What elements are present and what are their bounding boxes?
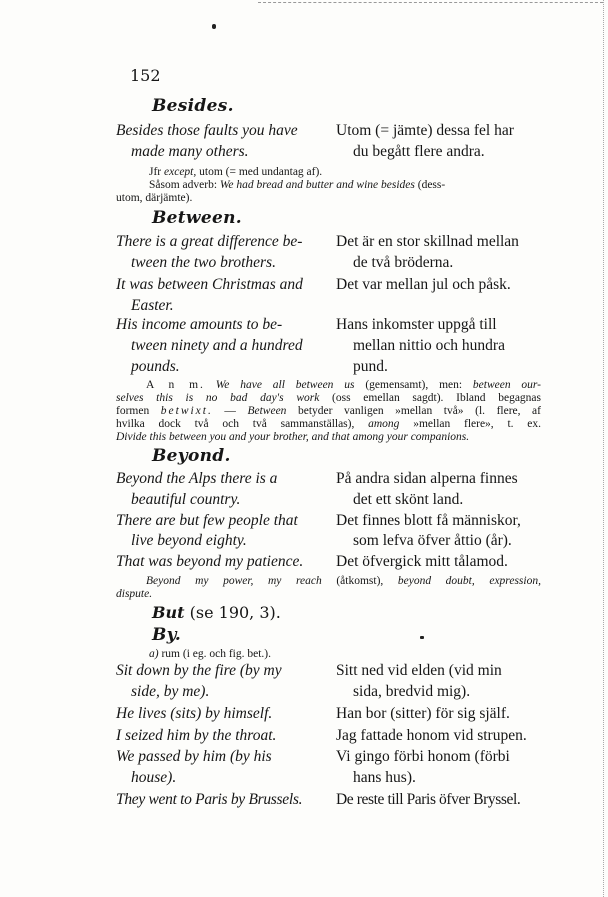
remark: Divide this between you and your brother, and that among your companions. — [116, 431, 470, 443]
example-sv: Det finnes blott få människor, — [336, 512, 521, 529]
top-rule — [258, 2, 603, 3]
example-en: beautiful country. — [131, 491, 241, 508]
example-sv: pund. — [353, 358, 388, 375]
heading-between: Between. — [152, 208, 242, 228]
example-sv: du begått flere andra. — [353, 143, 485, 160]
heading-beyond: Beyond. — [152, 446, 231, 466]
example-en: It was between Christmas and — [116, 276, 303, 293]
example-en: tween ninety and a hundred — [131, 337, 303, 354]
example-sv: som lefva öfver åttio (år). — [353, 532, 512, 549]
example-sv: mellan nittio och hundra — [353, 337, 505, 354]
example-sv: Utom (= jämte) dessa fel har — [336, 122, 514, 139]
heading-besides: Besides. — [152, 96, 234, 116]
example-sv: På andra sidan alperna finnes — [336, 470, 518, 487]
example-en: They went to Paris by Brussels. — [116, 791, 303, 808]
example-en: There is a great difference be- — [116, 233, 303, 250]
page-edge — [603, 0, 604, 897]
ink-speck — [212, 24, 216, 29]
remark: A n m. We have all between us (gemensamt), men: between our- — [146, 379, 542, 391]
example-sv: Det öfvergick mitt tålamod. — [336, 553, 508, 570]
example-sv: Det är en stor skillnad mellan — [336, 233, 519, 250]
example-sv: De reste till Paris öfver Bryssel. — [336, 791, 521, 808]
example-en: Besides those faults you have — [116, 122, 298, 139]
example-en: His income amounts to be- — [116, 316, 283, 333]
example-en: There are but few people that — [116, 512, 298, 529]
ink-speck — [420, 636, 424, 639]
example-sv: sida, bredvid mig). — [353, 683, 471, 700]
example-sv: Sitt ned vid elden (vid min — [336, 662, 502, 679]
heading-but: But (se 190, 3). — [152, 603, 281, 622]
example-en: He lives (sits) by himself. — [116, 705, 273, 722]
note: Beyond my power, my reach (åtkomst), beyond doubt, expression, — [146, 575, 541, 587]
heading-by: By. — [152, 625, 182, 645]
example-en: pounds. — [131, 358, 180, 375]
example-en: tween the two brothers. — [131, 254, 276, 271]
example-en: side, by me). — [131, 683, 210, 700]
note: Såsom adverb: We had bread and butter and wine besides (dess- — [149, 179, 446, 191]
example-en: Easter. — [131, 297, 174, 314]
note: a) rum (i eg. och fig. bet.). — [149, 648, 272, 660]
example-en: house). — [131, 769, 177, 786]
example-sv: det ett skönt land. — [353, 491, 464, 508]
remark: selves this is no bad day's work (oss emellan sagdt). Ibland begagnas — [116, 392, 541, 404]
note: dispute. — [116, 588, 153, 600]
remark: formen betwixt. — Between betyder vanligen »mellan två» (l. flere, af — [116, 405, 541, 417]
example-en: Sit down by the fire (by my — [116, 662, 282, 679]
example-sv: Jag fattade honom vid strupen. — [336, 727, 527, 744]
note: Jfr except, utom (= med undantag af). — [149, 166, 323, 178]
example-en: That was beyond my patience. — [116, 553, 304, 570]
remark: hvilka dock två och två sammanställas), among »mellan flere», t. ex. — [116, 418, 541, 430]
example-sv: de två bröderna. — [353, 254, 454, 271]
example-sv: Han bor (sitter) för sig själf. — [336, 705, 510, 722]
example-sv: hans hus). — [353, 769, 416, 786]
example-sv: Vi gingo förbi honom (förbi — [336, 748, 510, 765]
example-en: made many others. — [131, 143, 249, 160]
example-en: We passed by him (by his — [116, 748, 272, 765]
example-sv: Hans inkomster uppgå till — [336, 316, 497, 333]
example-sv: Det var mellan jul och påsk. — [336, 276, 511, 293]
example-en: live beyond eighty. — [131, 532, 247, 549]
note: utom, därjämte). — [116, 192, 193, 204]
page-number: 152 — [130, 66, 161, 85]
example-en: I seized him by the throat. — [116, 727, 277, 744]
example-en: Beyond the Alps there is a — [116, 470, 278, 487]
